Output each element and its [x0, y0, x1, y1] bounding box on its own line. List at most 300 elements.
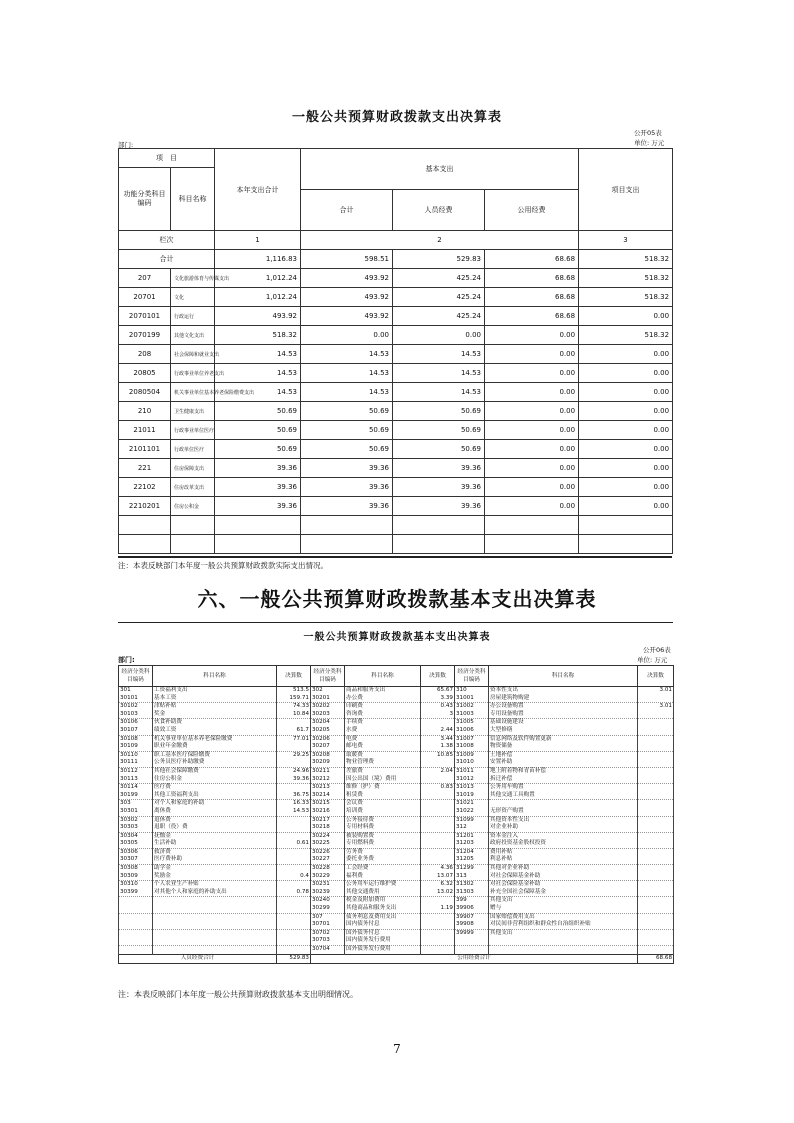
table2-cell-code: 301	[119, 687, 153, 695]
table2-cell-name: 地上附着物和青苗补偿	[489, 767, 638, 775]
table1-row	[119, 421, 673, 440]
table2-cell-code: 30301	[119, 808, 153, 816]
table2-cell-name	[153, 905, 277, 913]
table2-row	[119, 865, 674, 873]
table2-cell-amount	[638, 889, 674, 897]
table2-cell-amount: 24.96	[277, 767, 311, 775]
table2-cell-name	[153, 937, 277, 945]
table1-cell-total: 39.36	[215, 459, 301, 478]
table2-cell-amount	[277, 937, 311, 945]
table2-cell-code: 30203	[311, 711, 345, 719]
table2-cell-amount	[421, 776, 455, 784]
table2-cell-name: 公务员医疗补助缴费	[153, 759, 277, 767]
table2-cell-code: 30702	[311, 929, 345, 937]
table1-cell-name: 住房公积金	[171, 497, 215, 516]
table2-cell-code: 30101	[119, 695, 153, 703]
table2-cell-name: 抚恤金	[153, 832, 277, 840]
table1-note: 注：本表反映部门本年度一般公共预算财政拨款实际支出情况。	[118, 556, 672, 571]
header-basic: 基本支出	[301, 149, 579, 190]
table2-cell-amount	[638, 929, 674, 937]
table2-cell-name: 国家赔偿费用支出	[489, 913, 638, 921]
table2-row	[119, 784, 674, 792]
table2-cell-amount: 65.67	[421, 687, 455, 695]
table2-cell-name: 国外债务发行费用	[345, 946, 421, 955]
table2-cell-code: 30211	[311, 767, 345, 775]
table2-cell-amount	[638, 824, 674, 832]
table1-cell-total: 14.53	[215, 383, 301, 402]
table1-cell-public: 68.68	[485, 288, 579, 307]
table1-cell-public: 0.00	[485, 497, 579, 516]
table2-cell-amount	[277, 832, 311, 840]
table2-cell-code: 30109	[119, 743, 153, 751]
table2-cell-amount: 1.38	[421, 743, 455, 751]
table2-cell-code: 30212	[311, 776, 345, 784]
table2-cell-code: 30108	[119, 735, 153, 743]
table1-cell-code: 221	[119, 459, 171, 478]
table2-cell-amount	[638, 840, 674, 848]
table2-cell-name: 差旅费	[345, 767, 421, 775]
table2-title: 一般公共预算财政拨款基本支出决算表	[303, 632, 491, 643]
table2-cell-amount	[638, 808, 674, 816]
table2-cell-amount	[638, 727, 674, 735]
table2-cell-name: 职业年金缴费	[153, 743, 277, 751]
table2-row	[119, 703, 674, 711]
t2-hdr-code-1: 经济分类科目编码	[119, 666, 153, 687]
table1-cell-project: 0.00	[579, 383, 673, 402]
table1-cell-personnel: 50.69	[393, 402, 485, 421]
table1-cell-project: 0.00	[579, 459, 673, 478]
table2-cell-name: 委托业务费	[345, 856, 421, 864]
table2-cell-amount	[638, 695, 674, 703]
table2-cell-name: 生活补助	[153, 840, 277, 848]
table1-row	[119, 383, 673, 402]
table2-row	[119, 873, 674, 881]
table2-cell-name: 政府投资基金股权投资	[489, 840, 638, 848]
table2-cell-code: 30229	[311, 873, 345, 881]
table2-cell-code: 31001	[455, 695, 489, 703]
table1-cell-personnel: 0.00	[393, 326, 485, 345]
table2-cell-amount	[421, 832, 455, 840]
table2-cell-code: 30299	[311, 905, 345, 913]
table2-cell-code: 30215	[311, 800, 345, 808]
table2-cell-code: 30202	[311, 703, 345, 711]
table2-cell-code: 30310	[119, 881, 153, 889]
table2-cell-name: 被装购置费	[345, 832, 421, 840]
total-sum: 598.51	[301, 250, 393, 269]
table2-cell-name: 土地补偿	[489, 751, 638, 759]
table1-cell-name: 其他文化支出	[171, 326, 215, 345]
table1-cell-public: 68.68	[485, 307, 579, 326]
table2-cell-name: 基础设施建设	[489, 719, 638, 727]
table2-cell-name: 对社会保障基金补助	[489, 873, 638, 881]
table1-row	[119, 497, 673, 516]
table2-cell-amount	[638, 881, 674, 889]
table2-row	[119, 711, 674, 719]
table2-cell-amount	[277, 913, 311, 921]
table2-row	[119, 897, 674, 905]
table2-row	[119, 929, 674, 937]
table2-cell-name: 其他商品和服务支出	[345, 905, 421, 913]
col-index-2: 2	[301, 231, 579, 250]
table1-cell-code: 2101101	[119, 440, 171, 459]
table2-cell-code: 39908	[455, 921, 489, 929]
table2-cell-name: 办公设备购置	[489, 703, 638, 711]
table2-cell-amount	[421, 840, 455, 848]
table2-cell-name: 工会经费	[345, 865, 421, 873]
table2-row	[119, 848, 674, 856]
table1-cell-name: 机关事业单位基本养老保险缴费支出	[171, 383, 215, 402]
table2-cell-code: 30216	[311, 808, 345, 816]
table2-cell-amount	[277, 865, 311, 873]
table2-cell-name	[153, 921, 277, 929]
table2-cell-amount	[638, 800, 674, 808]
table1-cell-name: 行政单位医疗	[171, 440, 215, 459]
table1-cell-personnel: 39.36	[393, 497, 485, 516]
table1-cell-public: 0.00	[485, 364, 579, 383]
table2-cell-code: 30225	[311, 840, 345, 848]
table2-row	[119, 767, 674, 775]
table2-cell-code: 30304	[119, 832, 153, 840]
table2-cell-amount	[638, 751, 674, 759]
table1-row	[119, 307, 673, 326]
table2-cell-code: 31007	[455, 735, 489, 743]
public-total-label: 公用经费合计	[311, 954, 638, 963]
table1-row	[119, 326, 673, 345]
table2-cell-name: 福利费	[345, 873, 421, 881]
table2-cell-code: 30240	[311, 897, 345, 905]
table2-cell-name: 对民间非营利组织和群众性自治组织补贴	[489, 921, 638, 929]
t2-hdr-name-3: 科目名称	[489, 666, 638, 687]
table2-cell-name: 无形资产购置	[489, 808, 638, 816]
total-total: 1,116.83	[215, 250, 301, 269]
table2-cell-amount: 2.44	[421, 727, 455, 735]
table1-cell-total: 39.36	[215, 497, 301, 516]
table1-cell-total: 50.69	[215, 402, 301, 421]
table2-cell-amount	[421, 929, 455, 937]
table2-cell-amount: 3.01	[638, 703, 674, 711]
table2-cell-amount	[277, 881, 311, 889]
table2-cell-code: 31302	[455, 881, 489, 889]
table2-cell-name: 物资储备	[489, 743, 638, 751]
table1-cell-personnel: 50.69	[393, 421, 485, 440]
t2-hdr-amt-3: 决算数	[638, 666, 674, 687]
table2-cell-code: 31303	[455, 889, 489, 897]
table2-cell-code: 31008	[455, 743, 489, 751]
table2-cell-amount	[638, 873, 674, 881]
table2-cell-name: 救济费	[153, 848, 277, 856]
table2-cell-amount	[638, 767, 674, 775]
table1-cell-personnel: 14.53	[393, 383, 485, 402]
table2-cell-code: 30302	[119, 816, 153, 824]
table1-cell-total: 14.53	[215, 364, 301, 383]
table1-cell-sum: 14.53	[301, 364, 393, 383]
table2-cell-code: 31002	[455, 703, 489, 711]
table2-cell-name: 资本金注入	[489, 832, 638, 840]
table2-cell-amount	[638, 784, 674, 792]
table2-cell-code: 30111	[119, 759, 153, 767]
table2-cell-code: 30303	[119, 824, 153, 832]
table2-cell-amount: 3.39	[421, 695, 455, 703]
table2-cell-amount: 0.61	[277, 840, 311, 848]
table2-cell-name: 费用补贴	[489, 848, 638, 856]
table1-cell-personnel: 425.24	[393, 288, 485, 307]
table2-cell-amount	[638, 865, 674, 873]
table1-cell-public: 0.00	[485, 440, 579, 459]
table2-cell-name: 其他社会保障缴费	[153, 767, 277, 775]
table1-cell-sum: 39.36	[301, 478, 393, 497]
table2-cell-amount	[277, 856, 311, 864]
table2-cell-amount	[638, 897, 674, 905]
table2-cell-amount	[421, 921, 455, 929]
table2-cell-amount	[638, 905, 674, 913]
table2-cell-code: 30207	[311, 743, 345, 751]
table2-cell-code: 31019	[455, 792, 489, 800]
table2-row	[119, 856, 674, 864]
table2-cell-code: 31021	[455, 800, 489, 808]
table2-cell-amount	[638, 913, 674, 921]
table2-cell-code: 303	[119, 800, 153, 808]
table2-cell-name: 物业管理费	[345, 759, 421, 767]
table2-cell-amount: 13.02	[421, 889, 455, 897]
table2-row	[119, 946, 674, 955]
table2-row	[119, 905, 674, 913]
table2-cell-code	[455, 946, 489, 955]
table2-cell-amount: 2.04	[421, 767, 455, 775]
table2-row	[119, 937, 674, 945]
table1-cell-public: 0.00	[485, 459, 579, 478]
table2-cell-name: 公务用车购置	[489, 784, 638, 792]
personnel-total: 529.83	[277, 954, 311, 963]
table2-cell-code: 31013	[455, 784, 489, 792]
table2-cell-name: 奖励金	[153, 873, 277, 881]
table1-cell-code: 20701	[119, 288, 171, 307]
table2-cell-amount: 4.36	[421, 865, 455, 873]
table2-cell-code: 31005	[455, 719, 489, 727]
table2-cell-amount	[638, 743, 674, 751]
table1-cell-sum: 50.69	[301, 440, 393, 459]
header-project: 项 目	[119, 149, 215, 168]
table1-cell-project: 518.32	[579, 326, 673, 345]
table2-cell-code: 302	[311, 687, 345, 695]
table2-cell-code: 30399	[119, 889, 153, 897]
table2-cell-name: 国内债务发行费用	[345, 937, 421, 945]
table1-row	[119, 269, 673, 288]
table2-cell-amount: 3.44	[421, 735, 455, 743]
table1-cell-sum: 14.53	[301, 383, 393, 402]
table2-cell-amount: 1.19	[421, 905, 455, 913]
total-personnel: 529.83	[393, 250, 485, 269]
table1-cell-code: 2210201	[119, 497, 171, 516]
table2-cell-name	[153, 897, 277, 905]
table1-cell-total: 14.53	[215, 345, 301, 364]
table2-cell-name: 对个人和家庭的补助	[153, 800, 277, 808]
table1-cell-project: 0.00	[579, 345, 673, 364]
table1-cell-name: 文化旅游体育与传媒支出	[171, 269, 215, 288]
table2-cell-amount	[638, 946, 674, 955]
table2-cell-code: 30224	[311, 832, 345, 840]
table1-cell-sum: 493.92	[301, 269, 393, 288]
total-public: 68.68	[485, 250, 579, 269]
table2-cell-amount	[638, 832, 674, 840]
table2-cell-name: 离休费	[153, 808, 277, 816]
table1-cell-personnel: 425.24	[393, 307, 485, 326]
t2-hdr-amt-2: 决算数	[421, 666, 455, 687]
t2-hdr-code-3: 经济分类科目编码	[455, 666, 489, 687]
table2-cell-code: 31003	[455, 711, 489, 719]
table2-cell-code: 39999	[455, 929, 489, 937]
table2-cell-name: 其他资本性支出	[489, 816, 638, 824]
table2-cell-amount	[277, 905, 311, 913]
table1-cell-personnel: 50.69	[393, 440, 485, 459]
table2-cell-amount: 10.84	[277, 711, 311, 719]
table1-cell-sum: 50.69	[301, 421, 393, 440]
table2-row	[119, 687, 674, 695]
table2-cell-name: 资本性支出	[489, 687, 638, 695]
table1-cell-total: 518.32	[215, 326, 301, 345]
table2-cell-code: 30214	[311, 792, 345, 800]
table2-cell-amount	[421, 719, 455, 727]
table1-cell-public: 0.00	[485, 345, 579, 364]
table1-row	[119, 345, 673, 364]
table2-cell-code: 30309	[119, 873, 153, 881]
table2-cell-name: 补充全国社会保障基金	[489, 889, 638, 897]
table2-cell-amount	[421, 808, 455, 816]
table2-cell-code: 30213	[311, 784, 345, 792]
table2-cell-amount: 77.01	[277, 735, 311, 743]
table2-cell-code	[119, 921, 153, 929]
table1-row	[119, 288, 673, 307]
table2-cell-code: 30209	[311, 759, 345, 767]
table2-cell-name: 其他支出	[489, 897, 638, 905]
table2-cell-name	[153, 929, 277, 937]
table2-cell-code: 310	[455, 687, 489, 695]
table2-cell-name: 奖金	[153, 711, 277, 719]
table2-cell-amount: 61.7	[277, 727, 311, 735]
table2-cell-name: 伙食补助费	[153, 719, 277, 727]
table1-cell-sum: 0.00	[301, 326, 393, 345]
table2-cell-name: 其他交通费用	[345, 889, 421, 897]
table2-cell-name: 个人农业生产补贴	[153, 881, 277, 889]
table2-cell-name: 住房公积金	[153, 776, 277, 784]
col-index-label: 栏次	[119, 231, 215, 250]
table1-cell-public: 0.00	[485, 402, 579, 421]
table2-cell-name: 培训费	[345, 808, 421, 816]
table1-cell-code: 2070199	[119, 326, 171, 345]
table2-cell-code: 30201	[311, 695, 345, 703]
table2-row	[119, 881, 674, 889]
header-code: 功能分类科目编码	[119, 168, 171, 231]
table2-cell-name: 退休费	[153, 816, 277, 824]
table2-cell-name: 利息补贴	[489, 856, 638, 864]
table1-cell-total: 50.69	[215, 421, 301, 440]
table2-cell-name: 职工基本医疗保险缴费	[153, 751, 277, 759]
table1-cell-total: 1,012.24	[215, 269, 301, 288]
table2-cell-name: 取暖费	[345, 751, 421, 759]
table2-cell-code: 312	[455, 824, 489, 832]
table2-row	[119, 719, 674, 727]
table2-cell-code: 30205	[311, 727, 345, 735]
table1-cell-code: 207	[119, 269, 171, 288]
table2-cell-code: 30199	[119, 792, 153, 800]
table2-cell-code: 30110	[119, 751, 153, 759]
table2-cell-code: 30703	[311, 937, 345, 945]
table2-cell-amount	[277, 784, 311, 792]
table2-cell-amount	[638, 719, 674, 727]
table2-cell-name: 商品和服务支出	[345, 687, 421, 695]
table2-cell-name: 其他对企业补助	[489, 865, 638, 873]
table2-cell-amount	[277, 946, 311, 955]
table2-cell-name: 助学金	[153, 865, 277, 873]
table2-dept: 部门:	[118, 656, 135, 664]
table2-cell-amount: 0.4	[277, 873, 311, 881]
table2-cell-code: 30103	[119, 711, 153, 719]
table2-cell-code	[119, 905, 153, 913]
table2-cell-amount: 74.33	[277, 703, 311, 711]
table2-row	[119, 840, 674, 848]
table1-cell-code: 2070101	[119, 307, 171, 326]
table1-cell-sum: 39.36	[301, 459, 393, 478]
total-project: 518.32	[579, 250, 673, 269]
table2-cell-code: 30307	[119, 856, 153, 864]
table2-cell-amount	[638, 711, 674, 719]
table2	[118, 665, 674, 964]
table2-cell-name: 基本工资	[153, 695, 277, 703]
page-number: 7	[393, 1042, 401, 1056]
table2-cell-code: 39906	[455, 905, 489, 913]
table2-cell-name: 对企业补助	[489, 824, 638, 832]
table1	[118, 148, 673, 554]
table1-cell-project: 0.00	[579, 478, 673, 497]
table2-cell-code: 313	[455, 873, 489, 881]
table2-cell-name: 邮电费	[345, 743, 421, 751]
table2-cell-amount	[638, 735, 674, 743]
table2-cell-code	[455, 937, 489, 945]
table1-cell-public: 68.68	[485, 269, 579, 288]
table2-cell-code: 31205	[455, 856, 489, 864]
table2-cell-name: 医疗费	[153, 784, 277, 792]
table2-row	[119, 800, 674, 808]
table2-cell-name: 其他工资福利支出	[153, 792, 277, 800]
table2-cell-amount	[638, 776, 674, 784]
table2-row	[119, 921, 674, 929]
table2-cell-amount	[638, 937, 674, 945]
table1-row	[119, 478, 673, 497]
table1-cell-sum: 14.53	[301, 345, 393, 364]
table2-row	[119, 808, 674, 816]
table1-cell-personnel: 425.24	[393, 269, 485, 288]
table2-cell-name: 手续费	[345, 719, 421, 727]
table2-cell-name: 拆迁补偿	[489, 776, 638, 784]
t2-hdr-code-2: 经济分类科目编码	[311, 666, 345, 687]
table2-cell-amount	[638, 816, 674, 824]
table2-cell-code: 31012	[455, 776, 489, 784]
table2-cell-code: 30113	[119, 776, 153, 784]
personnel-total-label: 人员经费合计	[119, 954, 277, 963]
table2-cell-code: 30305	[119, 840, 153, 848]
table1-cell-name: 行政运行	[171, 307, 215, 326]
table2-row	[119, 792, 674, 800]
table2-cell-code: 30306	[119, 848, 153, 856]
table2-row	[119, 727, 674, 735]
t2-hdr-name-1: 科目名称	[153, 666, 277, 687]
table2-cell-code: 30227	[311, 856, 345, 864]
table2-cell-amount	[421, 824, 455, 832]
table2-cell-code: 307	[311, 913, 345, 921]
table2-cell-name: 津贴补贴	[153, 703, 277, 711]
table2-cell-code	[119, 897, 153, 905]
table1-cell-project: 0.00	[579, 440, 673, 459]
table2-cell-code: 31010	[455, 759, 489, 767]
